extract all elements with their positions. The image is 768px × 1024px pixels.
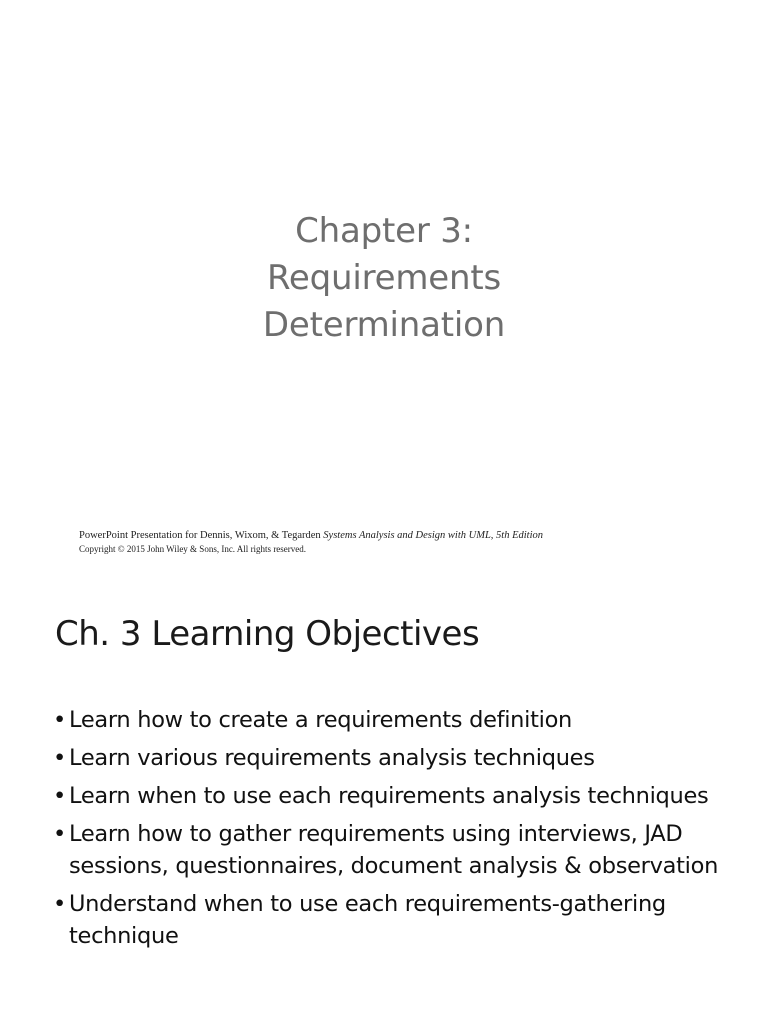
slide-footer — [79, 529, 719, 555]
chapter-title-line-2: Requirements — [267, 258, 501, 298]
footer-book-title: Systems Analysis and Design with UML, 5th Edition — [323, 530, 544, 541]
slide-learning-objectives — [0, 576, 768, 1024]
objective-item: • Understand when to use each requirements-gathering technique — [53, 888, 753, 952]
objective-item: • Learn when to use each requirements analysis techniques — [53, 780, 753, 812]
footer-attribution — [79, 529, 719, 543]
objectives-heading: Ch. 3 Learning Objectives — [55, 614, 480, 654]
chapter-title — [0, 208, 768, 349]
chapter-title-line-1: Chapter 3: — [295, 211, 473, 251]
objectives-list — [53, 704, 753, 958]
objective-item: • Learn how to create a requirements definition — [53, 704, 753, 736]
footer-copyright: Copyright © 2015 John Wiley & Sons, Inc. All rights reserved. — [79, 544, 307, 554]
chapter-title-line-3: Determination — [262, 305, 506, 345]
objective-item: • Learn how to gather requirements using interviews, JAD sessions, questionnaires, document analysis & observation — [53, 818, 753, 882]
objective-item: • Learn various requirements analysis techniques — [53, 742, 753, 774]
footer-attribution-prefix: PowerPoint Presentation for Dennis, Wixom, & Tegarden — [79, 530, 324, 541]
